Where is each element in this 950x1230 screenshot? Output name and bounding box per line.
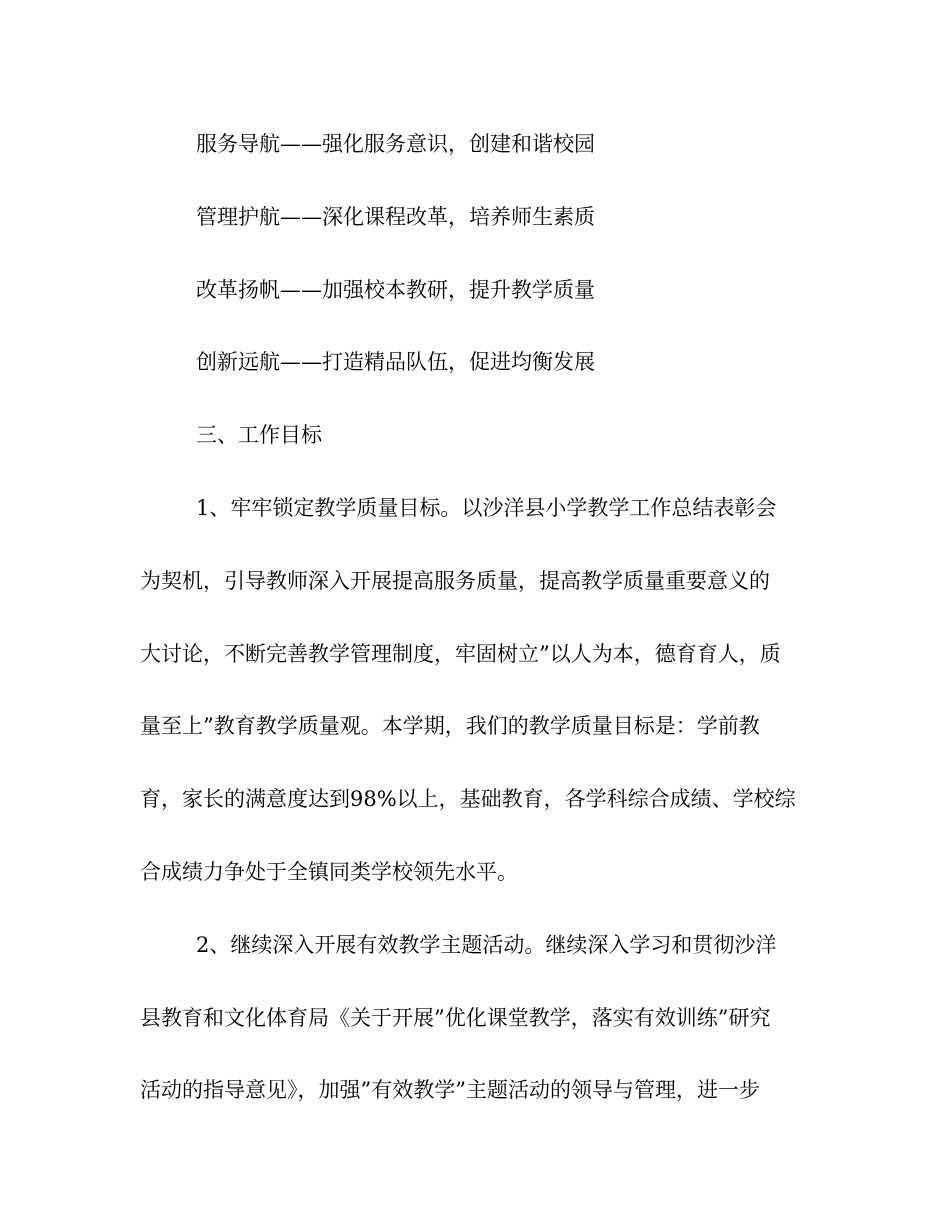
paragraph-2-line-3: 活动的指导意见》，加强”有效教学”主题活动的领导与管理，进一步: [140, 1078, 760, 1103]
heading-reform-sail: 改革扬帆——加强校本教研，提升教学质量: [196, 277, 595, 302]
paragraph-1-line-2: 为契机，引导教师深入开展提高服务质量，提高教学质量重要意义的: [140, 568, 770, 593]
paragraph-1-line-1: 1、牢牢锁定教学质量目标。以沙洋县小学教学工作总结表彰会: [196, 495, 777, 520]
paragraph-2-line-1: 2、继续深入开展有效教学主题活动。继续深入学习和贯彻沙洋: [196, 932, 777, 957]
heading-innovation-voyage: 创新远航——打造精品队伍，促进均衡发展: [196, 350, 595, 375]
heading-management-escort: 管理护航——深化课程改革，培养师生素质: [196, 204, 595, 229]
heading-service-navigation: 服务导航——强化服务意识，创建和谐校园: [196, 132, 595, 156]
paragraph-1-line-5: 育，家长的满意度达到98%以上，基础教育，各学科综合成绩、学校综: [140, 787, 796, 812]
paragraph-1-line-6: 合成绩力争处于全镇同类学校领先水平。: [140, 859, 518, 884]
paragraph-1-line-3: 大讨论，不断完善教学管理制度，牢固树立”以人为本，德育育人，质: [140, 641, 781, 666]
document-body: [140, 124, 810, 1143]
section-title-work-goals: 三、工作目标: [196, 423, 322, 448]
paragraph-2-line-2: 县教育和文化体育局《关于开展”优化课堂教学，落实有效训练”研究: [140, 1005, 771, 1030]
paragraph-1-line-4: 量至上”教育教学质量观。本学期，我们的教学质量目标是：学前教: [140, 714, 760, 739]
